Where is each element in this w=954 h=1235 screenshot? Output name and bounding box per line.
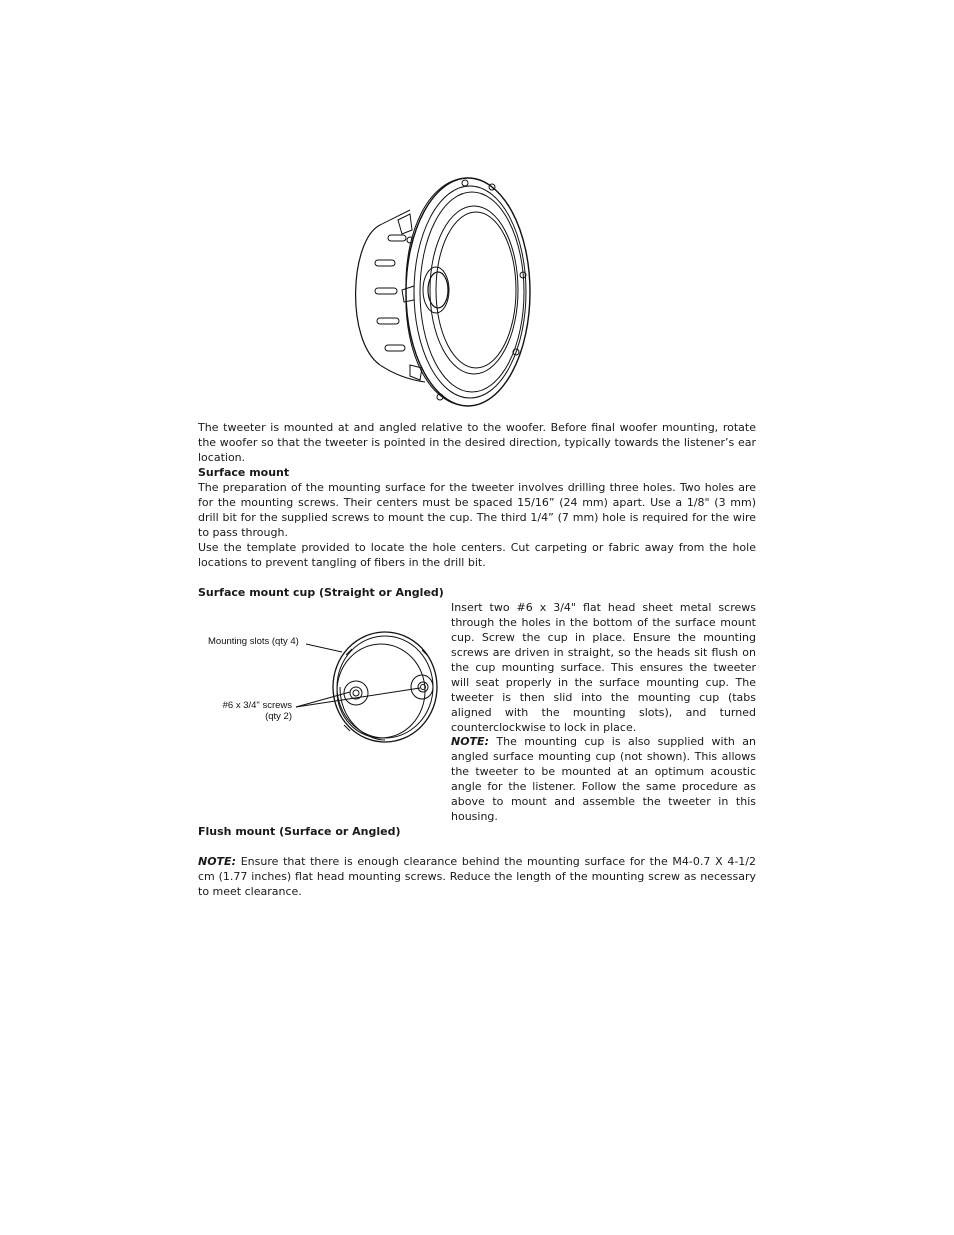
mounting-cup-figure	[200, 625, 450, 760]
intro-paragraph: The tweeter is mounted at and angled relative to the woofer. Before final woofer mounting, rotate the woofer so that the tweeter is pointed in the desired direction, typically towards the listener’s ear location.	[198, 421, 756, 464]
cup-instructions-paragraph: Insert two #6 x 3/4" flat head sheet metal screws through the holes in the bottom of the surface mount cup. Screw the cup in place. Ensure the mounting screws are driven in straight, so the heads sit flush on the cup mounting surface. This ensures the tweeter will seat properly in the surface mounting cup. The tweeter is then slid into the mounting cup (tabs aligned with the mounting slots), and turned counterclockwise to lock in place.	[451, 601, 756, 734]
template-paragraph: Use the template provided to locate the hole centers. Cut carpeting or fabric away from the hole locations to prevent tangling of fibers in the drill bit.	[198, 541, 756, 569]
flush-mount-note-paragraph	[198, 854, 756, 899]
screws-label	[218, 700, 292, 722]
surface-mount-heading: Surface mount	[198, 466, 290, 479]
coaxial-speaker-illustration	[340, 170, 540, 410]
screws-label-line1: #6 x 3/4" screws	[222, 700, 292, 711]
screws-label-line2: (qty 2)	[265, 711, 292, 722]
surface-mount-cup-heading: Surface mount cup (Straight or Angled)	[198, 586, 444, 599]
cup-note-paragraph	[451, 734, 756, 824]
mounting-slots-label: Mounting slots (qty 4)	[208, 636, 299, 647]
cup-note-label: NOTE:	[451, 735, 489, 748]
cup-note-text: The mounting cup is also supplied with an angled surface mounting cup (not shown). This allows the tweeter to be mounted at an optimum acoustic angle for the listener. Follow the same procedure as above to mount and assemble the tweeter in this housing.	[451, 735, 756, 823]
surface-mount-paragraph: The preparation of the mounting surface for the tweeter involves drilling three holes. Two holes are for the mounting screws. Their centers must be spaced 15/16” (24 mm) apart. Use a 1/8" (3 mm) drill bit for the supplied screws to mount the cup. The third 1/4” (7 mm) hole is required for the wire to pass through.	[198, 481, 756, 539]
flush-mount-heading: Flush mount (Surface or Angled)	[198, 825, 401, 838]
flush-note-label: NOTE:	[198, 855, 236, 868]
flush-note-text: Ensure that there is enough clearance behind the mounting surface for the M4-0.7 X 4-1/2 cm (1.77 inches) flat head mounting screws. Reduce the length of the mounting screw as necessary to meet clearance.	[198, 855, 756, 898]
